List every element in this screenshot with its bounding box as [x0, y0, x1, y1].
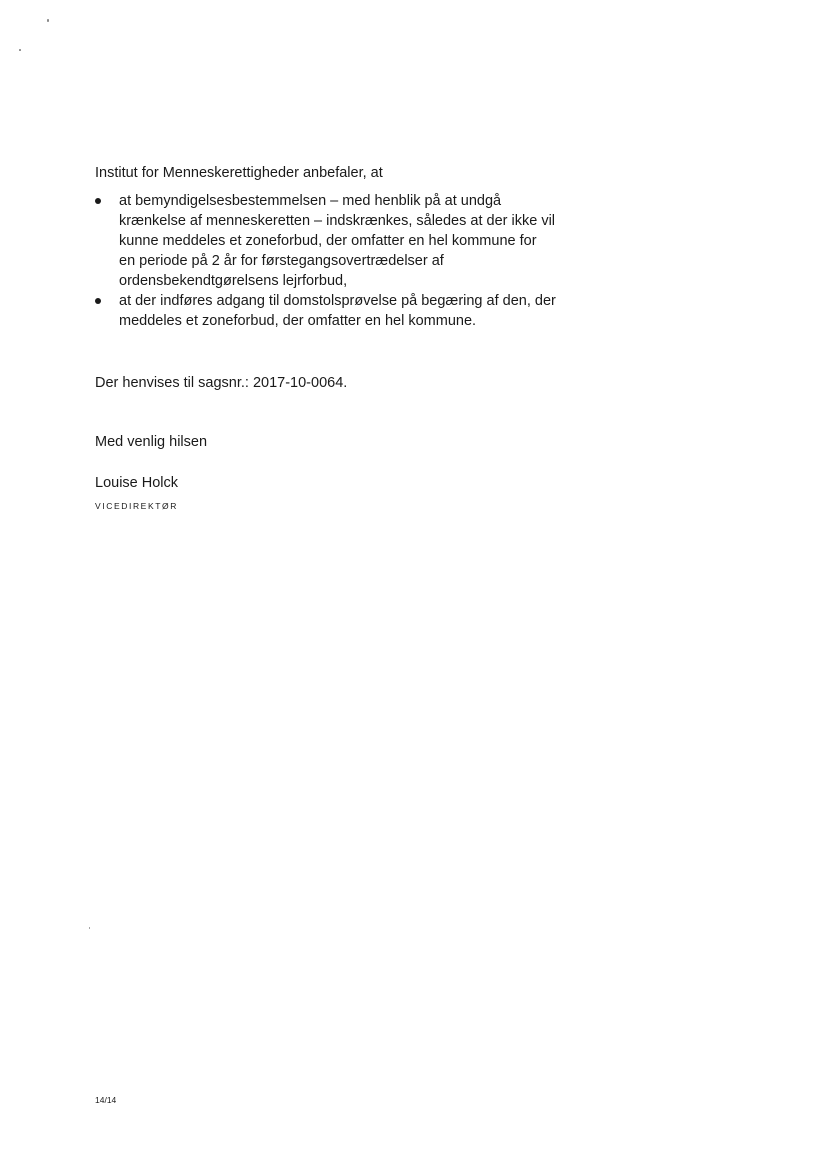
list-item: [95, 291, 655, 331]
scan-speck: [19, 49, 21, 51]
scan-speck: [89, 927, 90, 929]
intro-paragraph: Institut for Menneskerettigheder anbefaler, at: [95, 165, 383, 181]
bullet-icon: [95, 298, 101, 304]
scan-speck: [47, 19, 49, 22]
case-reference: Der henvises til sagsnr.: 2017-10-0064.: [95, 375, 348, 391]
recommendation-text: at der indføres adgang til domstolsprøvelse på begæring af den, der meddeles et zoneforbud, der omfatter en hel kommune.: [119, 293, 556, 329]
recommendation-list: [95, 191, 655, 331]
page-number: 14/14: [95, 1095, 117, 1105]
bullet-icon: [95, 198, 101, 204]
closing-salutation: Med venlig hilsen: [95, 434, 208, 450]
signer-name: Louise Holck: [95, 475, 179, 491]
list-item: [95, 191, 655, 291]
signer-title: VICEDIREKTØR: [95, 501, 178, 511]
recommendation-text: at bemyndigelsesbestemmelsen – med henblik på at undgå krænkelse af menneskeretten – indskrænkes, således at der ikke vil kunne meddeles et zoneforbud, der omfatter en hel kommune for en periode på 2 år for førstegangsovertrædelser af ordensbekendtgørelsens lejrforbud,: [119, 193, 556, 289]
